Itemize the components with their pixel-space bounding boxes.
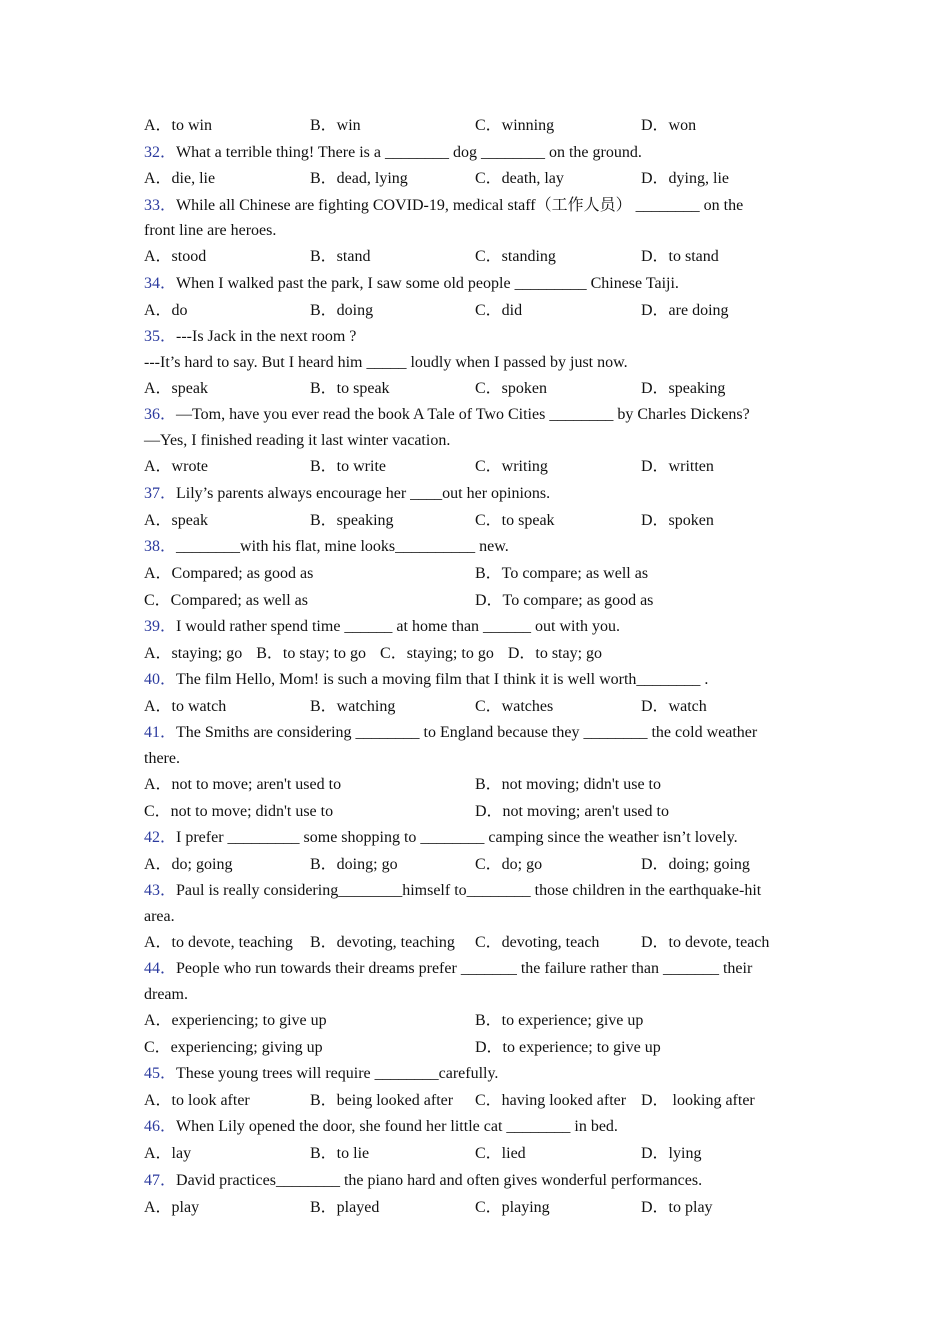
option-c[interactable]: C．devoting, teach	[475, 934, 600, 951]
question-text: What a terrible thing! There is a ________ dog ________ on the ground.	[176, 144, 642, 161]
question-number: 40．	[144, 671, 177, 688]
question-40	[144, 667, 804, 693]
option-c[interactable]: C．do; go	[475, 856, 543, 873]
option-a[interactable]: A．stood	[144, 248, 207, 265]
question-text: —Tom, have you ever read the book A Tale of Two Cities ________ by Charles Dickens?	[176, 406, 750, 423]
option-b[interactable]: B．to experience; give up	[475, 1012, 644, 1029]
question-text: The Smiths are considering ________ to England because they ________ the cold weather	[176, 724, 758, 741]
option-b[interactable]: B．played	[310, 1199, 380, 1216]
option-b[interactable]: B．dead, lying	[310, 170, 408, 187]
question-text-continued: dream.	[144, 986, 188, 1003]
option-d[interactable]: D．to stand	[641, 248, 719, 265]
option-b[interactable]: B．not moving; didn't use to	[475, 776, 662, 793]
option-d[interactable]: D．to devote, teach	[641, 934, 770, 951]
option-d[interactable]: D．won	[641, 117, 697, 134]
option-c[interactable]: C．playing	[475, 1199, 550, 1216]
question-34	[144, 271, 804, 297]
question-44	[144, 956, 804, 982]
option-c[interactable]: C．writing	[475, 458, 548, 475]
question-text-continued: there.	[144, 750, 180, 767]
question-text: ________with his flat, mine looks__________ new.	[176, 538, 509, 555]
option-d[interactable]: D．are doing	[641, 302, 729, 319]
option-a[interactable]: A．to devote, teaching	[144, 934, 293, 951]
option-b[interactable]: B．speaking	[310, 512, 394, 529]
question-41	[144, 720, 804, 746]
option-b[interactable]: B．to stay; to go	[256, 645, 367, 662]
option-a[interactable]: A．speak	[144, 380, 208, 397]
option-a[interactable]: A．to win	[144, 117, 213, 134]
option-d[interactable]: D．written	[641, 458, 714, 475]
option-d[interactable]: D．lying	[641, 1145, 702, 1162]
question-number: 47．	[144, 1172, 177, 1189]
question-number: 46．	[144, 1118, 177, 1135]
question-38	[144, 534, 804, 560]
question-text: ---Is Jack in the next room ?	[176, 328, 357, 345]
question-number: 41．	[144, 724, 177, 741]
option-a[interactable]: A．play	[144, 1199, 200, 1216]
option-b[interactable]: B．to write	[310, 458, 386, 475]
option-c[interactable]: C．winning	[475, 117, 555, 134]
option-d[interactable]: D．to play	[641, 1199, 713, 1216]
question-number: 33．	[144, 197, 177, 214]
option-c[interactable]: C．spoken	[475, 380, 548, 397]
question-33	[144, 193, 804, 219]
option-a[interactable]: A．to look after	[144, 1092, 250, 1109]
question-39	[144, 614, 804, 640]
option-b[interactable]: B．being looked after	[310, 1092, 454, 1109]
option-c[interactable]: C．experiencing; giving up	[144, 1039, 323, 1056]
question-text: When Lily opened the door, she found her little cat ________ in bed.	[176, 1118, 618, 1135]
option-d[interactable]: D．dying, lie	[641, 170, 729, 187]
option-d[interactable]: D．speaking	[641, 380, 726, 397]
option-b[interactable]: B．doing; go	[310, 856, 398, 873]
options-row	[144, 641, 602, 667]
question-number: 34．	[144, 275, 177, 292]
question-37	[144, 481, 804, 507]
question-46	[144, 1114, 804, 1140]
option-a[interactable]: A．wrote	[144, 458, 208, 475]
question-number: 44．	[144, 960, 177, 977]
question-45	[144, 1061, 804, 1087]
question-text: The film Hello, Mom! is such a moving film that I think it is well worth________ .	[176, 671, 709, 688]
option-a[interactable]: A．staying; go	[144, 645, 243, 662]
option-b[interactable]: B．To compare; as well as	[475, 565, 649, 582]
option-a[interactable]: A．do	[144, 302, 188, 319]
question-number: 38．	[144, 538, 177, 555]
question-32	[144, 140, 804, 166]
option-d[interactable]: D．to experience; to give up	[475, 1039, 661, 1056]
option-b[interactable]: B．win	[310, 117, 361, 134]
option-a[interactable]: A．do; going	[144, 856, 233, 873]
question-number: 36．	[144, 406, 177, 423]
option-d[interactable]: D． looking after	[641, 1092, 755, 1109]
option-c[interactable]: C．death, lay	[475, 170, 564, 187]
option-d[interactable]: D．to stay; go	[507, 645, 603, 662]
question-text-continued: ---It’s hard to say. But I heard him _____ loudly when I passed by just now.	[144, 354, 628, 371]
option-b[interactable]: B．watching	[310, 698, 396, 715]
option-a[interactable]: A．speak	[144, 512, 208, 529]
question-number: 45．	[144, 1065, 177, 1082]
option-d[interactable]: D．watch	[641, 698, 707, 715]
question-text: While all Chinese are fighting COVID-19, medical staff（工作人员） ________ on the	[176, 197, 744, 214]
question-text: Lily’s parents always encourage her ____out her opinions.	[176, 485, 551, 502]
option-d[interactable]: D．spoken	[641, 512, 714, 529]
question-number: 35．	[144, 328, 177, 345]
question-text: I would rather spend time ______ at home than ______ out with you.	[176, 618, 620, 635]
option-c[interactable]: C．lied	[475, 1145, 526, 1162]
option-c[interactable]: C．did	[475, 302, 523, 319]
question-42	[144, 825, 804, 851]
option-c[interactable]: C．watches	[475, 698, 554, 715]
question-text: I prefer _________ some shopping to ________ camping since the weather isn’t lovely.	[176, 829, 738, 846]
option-a[interactable]: A．to watch	[144, 698, 227, 715]
option-b[interactable]: B．devoting, teaching	[310, 934, 455, 951]
question-text-continued: front line are heroes.	[144, 222, 277, 239]
question-text-continued: area.	[144, 908, 175, 925]
question-number: 32．	[144, 144, 177, 161]
question-text: When I walked past the park, I saw some old people _________ Chinese Taiji.	[176, 275, 679, 292]
option-b[interactable]: B．doing	[310, 302, 374, 319]
question-number: 43．	[144, 882, 177, 899]
option-c[interactable]: C．Compared; as well as	[144, 592, 308, 609]
option-c[interactable]: C．to speak	[475, 512, 555, 529]
option-b[interactable]: B．to speak	[310, 380, 390, 397]
option-c[interactable]: C．having looked after	[475, 1092, 627, 1109]
option-a[interactable]: A．not to move; aren't used to	[144, 776, 342, 793]
question-35	[144, 324, 804, 350]
option-c[interactable]: C．standing	[475, 248, 556, 265]
option-d[interactable]: D．To compare; as good as	[475, 592, 654, 609]
option-c[interactable]: C．staying; to go	[380, 645, 494, 662]
question-43	[144, 878, 804, 904]
question-36	[144, 402, 804, 428]
question-47	[144, 1168, 804, 1194]
question-text: People who run towards their dreams prefer _______ the failure rather than _______ their	[176, 960, 753, 977]
option-d[interactable]: D．not moving; aren't used to	[475, 803, 669, 820]
option-a[interactable]: A．Compared; as good as	[144, 565, 314, 582]
question-number: 39．	[144, 618, 177, 635]
question-number: 42．	[144, 829, 177, 846]
option-a[interactable]: A．die, lie	[144, 170, 216, 187]
question-text: David practices________ the piano hard and often gives wonderful performances.	[176, 1172, 703, 1189]
question-text: Paul is really considering________himself to________ those children in the earthquake-hit	[176, 882, 762, 899]
option-a[interactable]: A．lay	[144, 1145, 192, 1162]
option-d[interactable]: D．doing; going	[641, 856, 750, 873]
question-text: These young trees will require ________carefully.	[176, 1065, 499, 1082]
option-c[interactable]: C．not to move; didn't use to	[144, 803, 334, 820]
question-text-continued: —Yes, I finished reading it last winter vacation.	[144, 432, 451, 449]
option-b[interactable]: B．to lie	[310, 1145, 370, 1162]
option-b[interactable]: B．stand	[310, 248, 371, 265]
option-a[interactable]: A．experiencing; to give up	[144, 1012, 327, 1029]
question-number: 37．	[144, 485, 177, 502]
